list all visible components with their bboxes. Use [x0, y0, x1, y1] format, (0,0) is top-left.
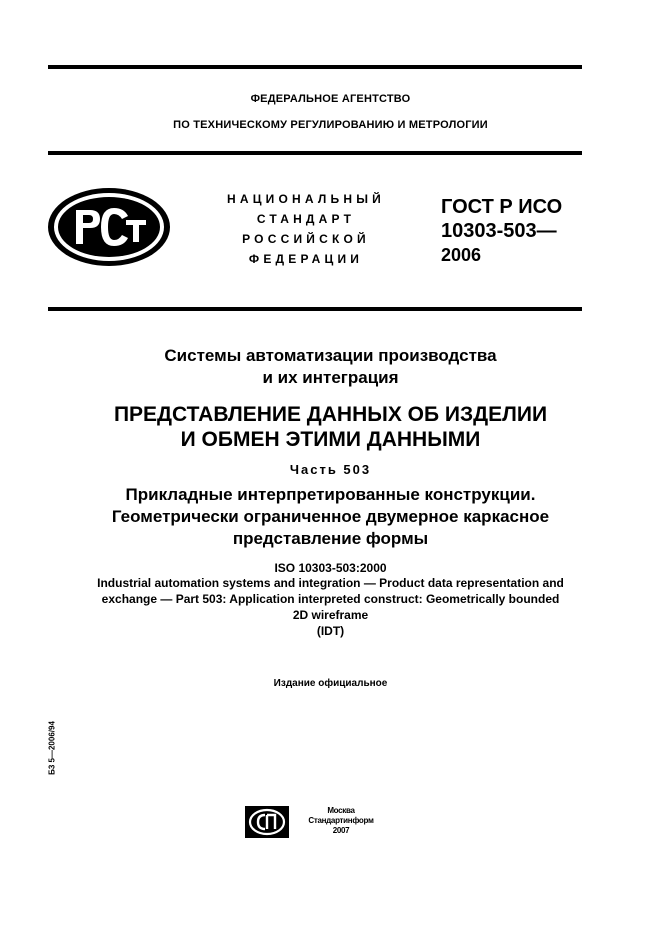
subtitle-line-3: представление формы — [232, 529, 429, 548]
national-standard-line-3: РОССИЙСКОЙ — [242, 232, 370, 246]
national-standard-line-1: НАЦИОНАЛЬНЫЙ — [226, 192, 386, 206]
series-title-line-2: и их интеграция — [262, 368, 399, 387]
top-rule — [48, 65, 582, 69]
gost-designation-year: 2006 — [441, 245, 482, 265]
agency-line-1: ФЕДЕРАЛЬНОЕ АГЕНТСТВО — [250, 93, 411, 105]
title-top-rule — [48, 307, 582, 311]
identity-mark: (IDT) — [316, 624, 345, 638]
publisher-block — [296, 806, 386, 836]
rst-conformity-mark-icon — [46, 186, 172, 268]
subtitle-line-2: Геометрически ограниченное двумерное каркасное — [111, 507, 550, 526]
national-standard-line-2: СТАНДАРТ — [256, 212, 356, 226]
iso-reference: ISO 10303-503:2000 — [274, 561, 387, 575]
header-bottom-rule — [48, 151, 582, 155]
series-title-line-1: Системы автоматизации производства — [164, 346, 497, 365]
subtitle-line-1: Прикладные интерпретированные конструкции. — [125, 485, 536, 504]
main-title-line-1: ПРЕДСТАВЛЕНИЕ ДАННЫХ ОБ ИЗДЕЛИИ — [113, 403, 548, 426]
agency-line-2: ПО ТЕХНИЧЕСКОМУ РЕГУЛИРОВАНИЮ И МЕТРОЛОГИИ — [173, 119, 488, 131]
standartinform-logo-icon — [245, 806, 289, 838]
publisher-name: Стандартинформ — [308, 816, 374, 825]
gost-designation-line-1: ГОСТ Р ИСО — [441, 196, 563, 218]
publisher-city: Москва — [327, 806, 355, 815]
side-note: Б3 5—2006/94 — [47, 721, 57, 775]
national-standard-line-4: ФЕДЕРАЦИИ — [248, 252, 364, 266]
english-title-line-1: Industrial automation systems and integration — Product data representation and — [97, 576, 564, 590]
publisher-year: 2007 — [332, 826, 350, 835]
english-title-line-2: exchange — Part 503: Application interpreted construct: Geometrically bounded — [101, 592, 560, 606]
gost-designation-line-2: 10303-503— — [441, 220, 557, 242]
part-label: Часть 503 — [289, 462, 372, 477]
edition-label: Издание официальное — [273, 678, 388, 689]
main-title-line-2: И ОБМЕН ЭТИМИ ДАННЫМИ — [180, 428, 481, 451]
english-title-line-3: 2D wireframe — [292, 608, 369, 622]
